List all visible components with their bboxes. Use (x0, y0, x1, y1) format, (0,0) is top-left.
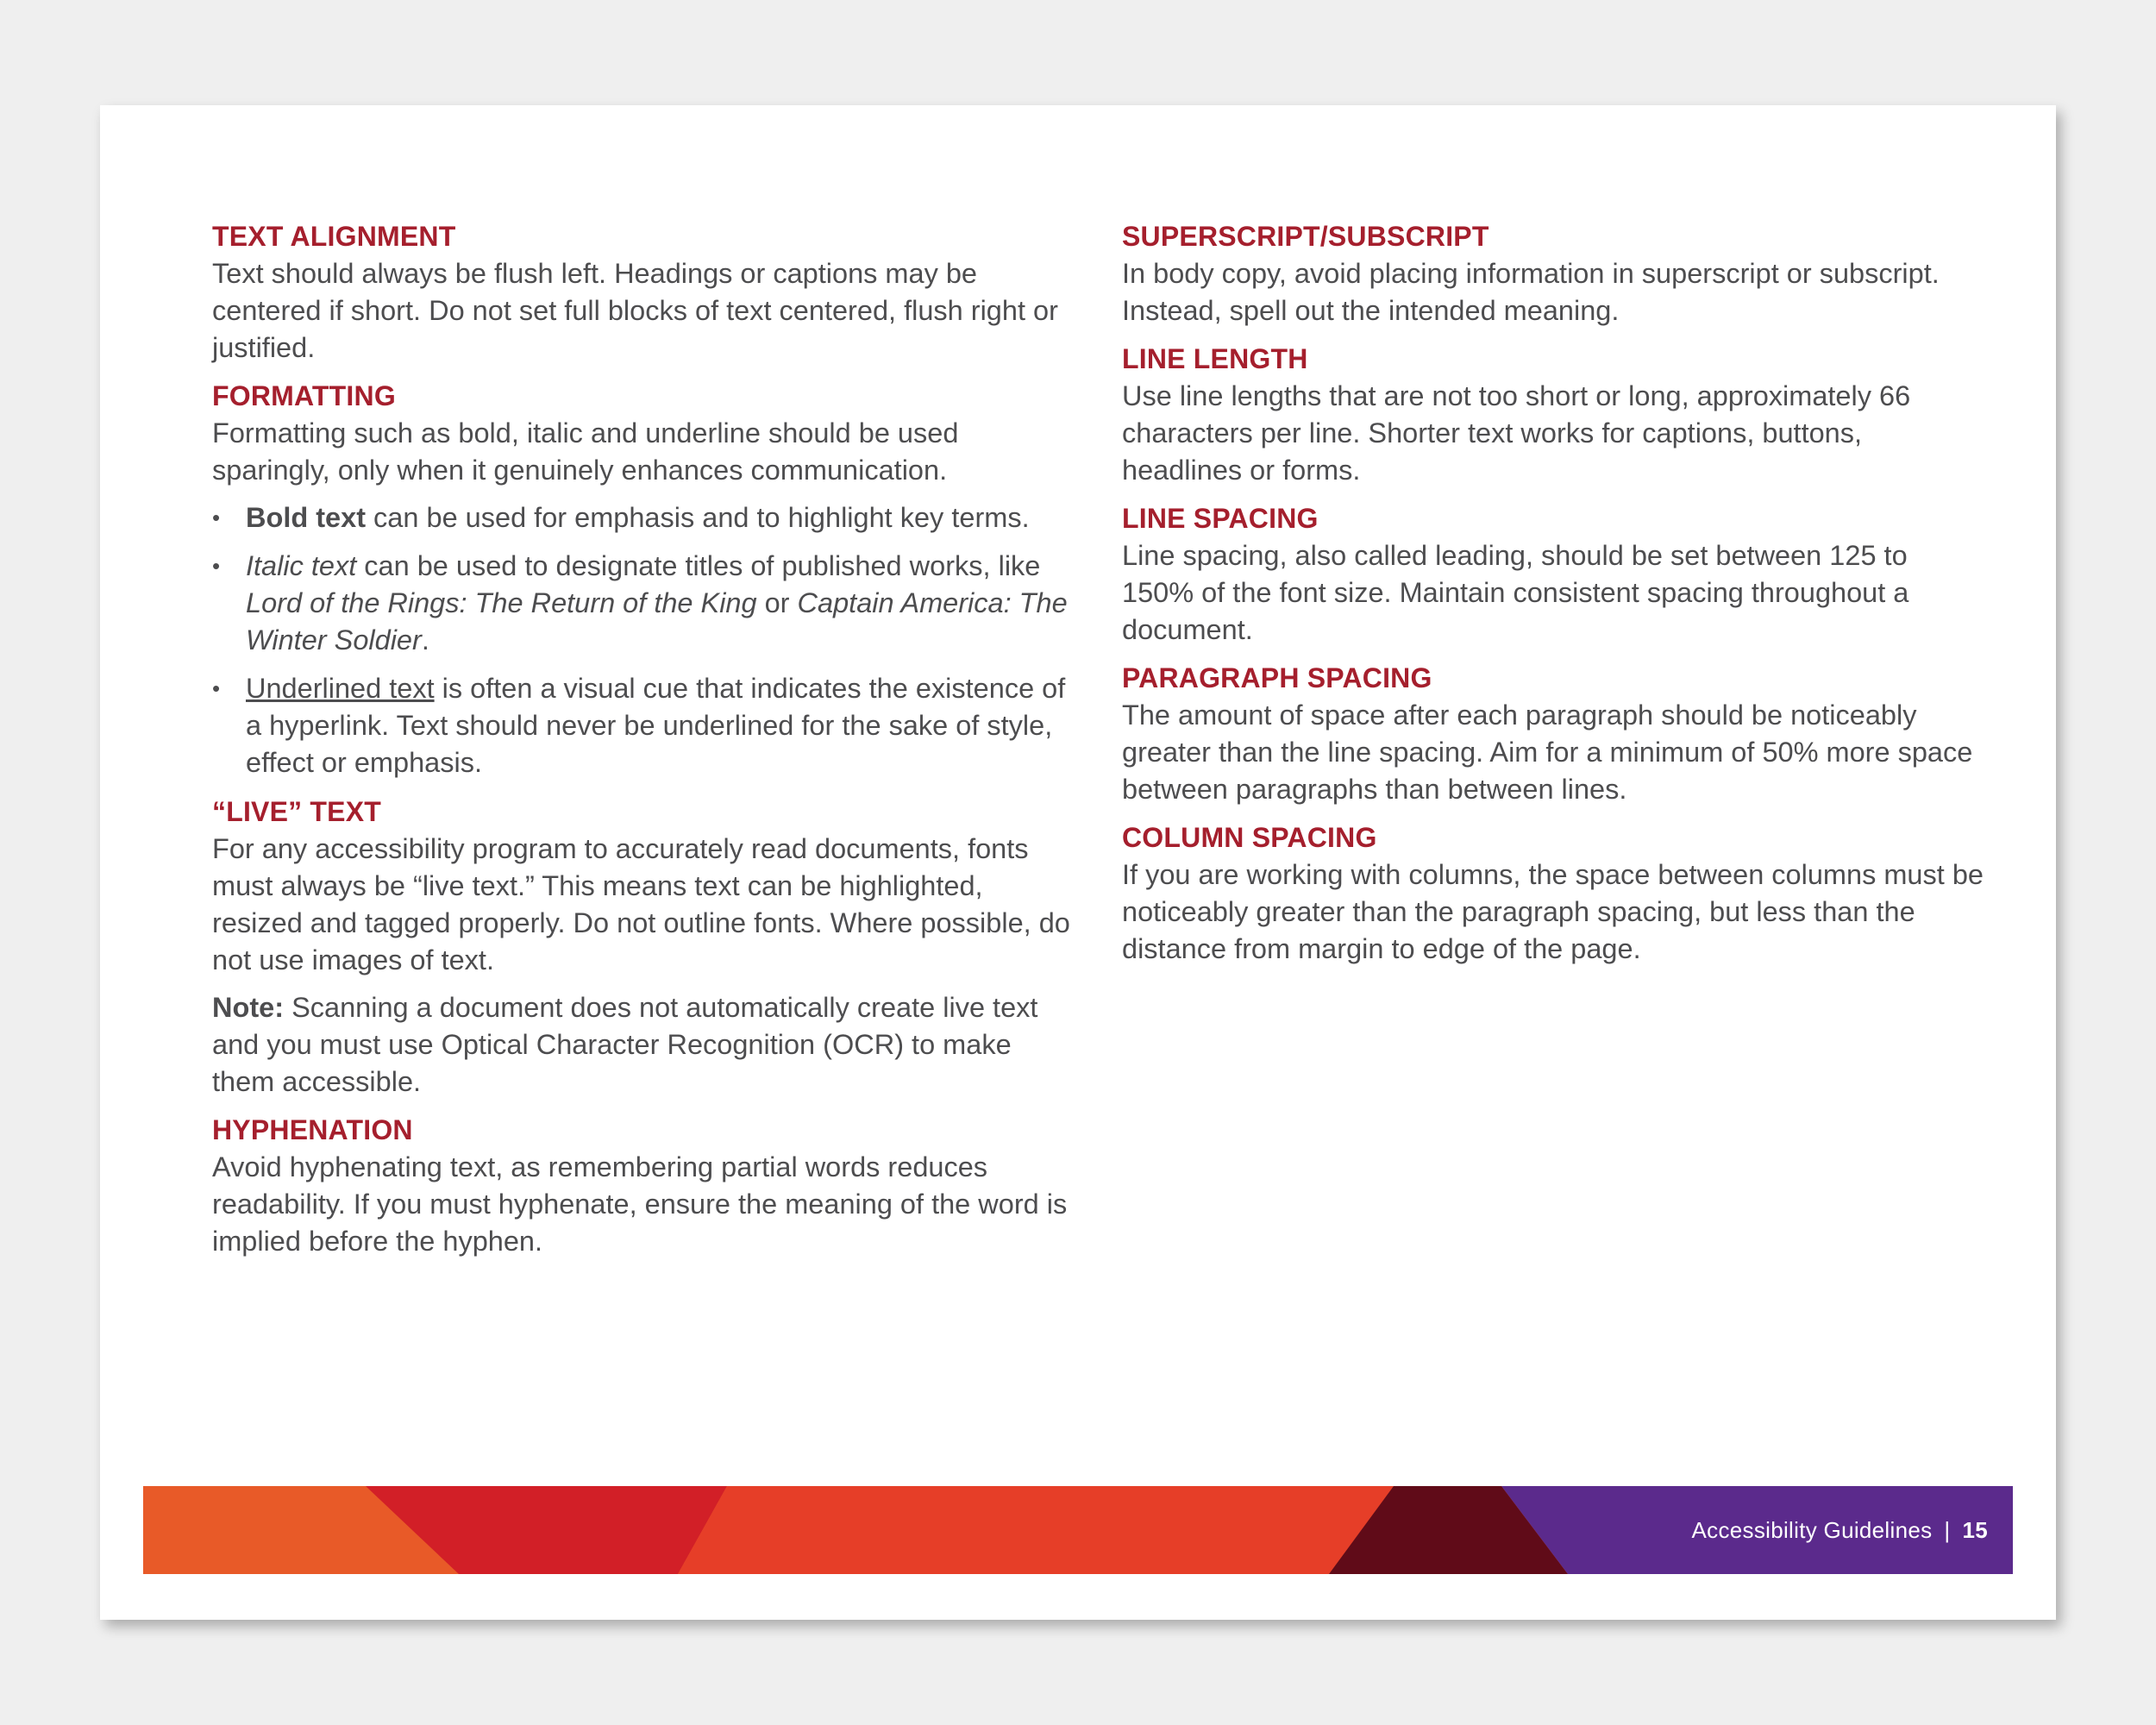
note-paragraph (212, 989, 1075, 1101)
heading-line-length: LINE LENGTH (1122, 343, 1308, 374)
banner-orange-red-band (678, 1486, 1394, 1574)
footer-label (1692, 1486, 1988, 1574)
section-line-length (1122, 340, 1984, 489)
body-formatting: Formatting such as bold, italic and underline should be used sparingly, only when it genuinely enhances communication. (212, 417, 959, 486)
left-column (212, 217, 1075, 1270)
body-live-text: For any accessibility program to accurately read documents, fonts must always be “live text.” This means text can be highlighted, resized and tagged properly. Do not outline fonts. Where possible, do not use images of text. (212, 833, 1070, 975)
body-paragraph-spacing: The amount of space after each paragraph should be noticeably greater than the line spacing. Aim for a minimum of 50% more space between paragraphs than between lines. (1122, 699, 1973, 805)
note-label: Note: (212, 992, 285, 1023)
footer-banner (143, 1486, 2013, 1574)
footer-separator: | (1944, 1517, 1951, 1543)
italic-title-2: Captain America: The Winter Soldier (246, 587, 1068, 656)
underlined-text-example: Underlined text (246, 673, 435, 704)
footer-title: Accessibility Guidelines (1691, 1517, 1933, 1543)
heading-column-spacing: COLUMN SPACING (1122, 822, 1377, 853)
page-number: 15 (1962, 1517, 1988, 1543)
italic-title-1: Lord of the Rings: The Return of the King (246, 587, 757, 618)
italic-text-example: Italic text (246, 550, 357, 581)
body-text-alignment: Text should always be flush left. Headings or captions may be centered if short. Do not set full blocks of text centered, flush right or justified. (212, 258, 1058, 363)
heading-text-alignment: TEXT ALIGNMENT (212, 221, 456, 252)
formatting-bullet-list (212, 499, 1075, 781)
bullet-italic (212, 548, 1075, 659)
section-line-spacing (1122, 499, 1984, 649)
bullet-italic-end: . (421, 624, 429, 656)
section-formatting (212, 377, 1075, 781)
heading-live-text: “LIVE” TEXT (212, 796, 381, 827)
body-superscript: In body copy, avoid placing information in superscript or subscript. Instead, spell out the intended meaning. (1122, 258, 1940, 326)
bold-text-example: Bold text (246, 502, 367, 533)
document-page (100, 105, 2056, 1620)
section-paragraph-spacing (1122, 659, 1984, 808)
section-column-spacing (1122, 819, 1984, 968)
bullet-italic-or: or (756, 587, 798, 618)
right-column (1122, 217, 1984, 978)
body-column-spacing: If you are working with columns, the space between columns must be noticeably greater than the paragraph spacing, but less than the distance from margin to edge of the page. (1122, 859, 1984, 964)
note-body: Scanning a document does not automatically create live text and you must use Optical Character Recognition (OCR) to make them accessible. (212, 992, 1038, 1097)
bullet-bold-rest: can be used for emphasis and to highlight key terms. (366, 502, 1030, 533)
body-line-spacing: Line spacing, also called leading, should be set between 125 to 150% of the font size. Maintain consistent spacing throughout a document. (1122, 540, 1909, 645)
heading-formatting: FORMATTING (212, 380, 396, 411)
heading-paragraph-spacing: PARAGRAPH SPACING (1122, 662, 1432, 693)
body-line-length: Use line lengths that are not too short or long, approximately 66 characters per line. Shorter text works for captions, buttons, headlines or forms. (1122, 380, 1911, 486)
heading-line-spacing: LINE SPACING (1122, 503, 1319, 534)
bullet-underline-rest: is often a visual cue that indicates the existence of a hyperlink. Text should never be underlined for the sake of style, effect or emphasis. (246, 673, 1066, 778)
section-superscript (1122, 217, 1984, 329)
bullet-bold (212, 499, 1075, 536)
bullet-italic-rest: can be used to designate titles of published works, like (356, 550, 1041, 581)
section-hyphenation (212, 1111, 1075, 1260)
body-hyphenation: Avoid hyphenating text, as remembering partial words reduces readability. If you must hyphenate, ensure the meaning of the word is implied before the hyphen. (212, 1151, 1068, 1257)
bullet-underline (212, 670, 1075, 781)
heading-hyphenation: HYPHENATION (212, 1114, 413, 1145)
section-text-alignment (212, 217, 1075, 367)
heading-superscript: SUPERSCRIPT/SUBSCRIPT (1122, 221, 1489, 252)
section-live-text (212, 793, 1075, 1101)
